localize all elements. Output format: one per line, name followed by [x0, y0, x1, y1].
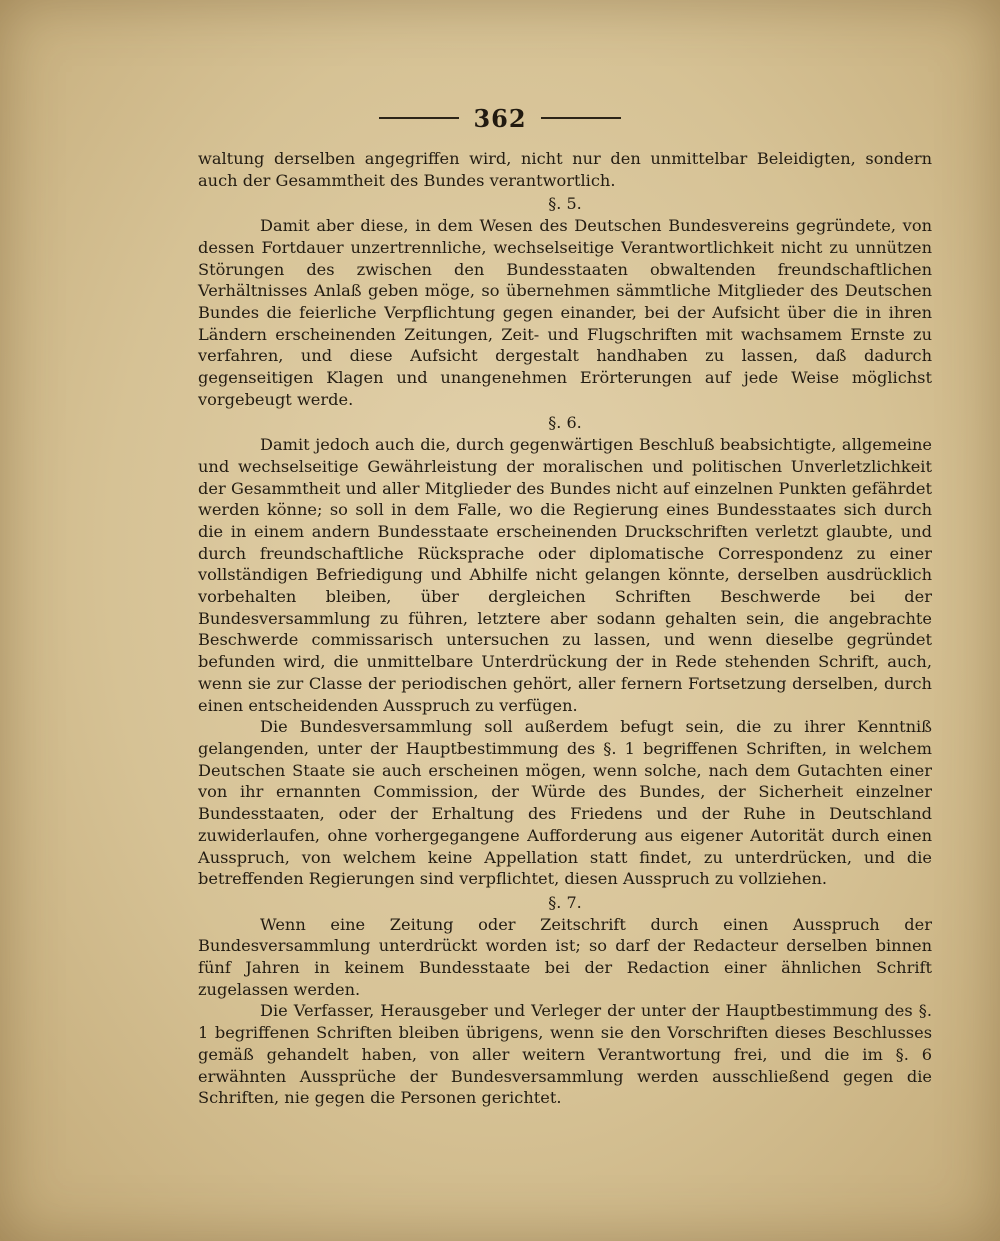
paragraph-section-6-b: Die Bundesversammlung soll außerdem befugt sein, die zu ihrer Kenntniß gelangenden, unter der Hauptbestimmung des §. 1 begriffenen Schriften, in welchem Deutschen Staate sie auch erscheinen mögen, wenn solche, nach dem Gutachten einer von ihr ernannten Commission, der Würde des Bundes, der Sicherheit einzelner Bundesstaaten, oder der Erhaltung des Friedens und der Ruhe in Deutschland zuwiderlaufen, ohne vorhergegangene Aufforderung aus eigener Autorität durch einen Ausspruch, von welchem keine Appellation statt findet, zu unterdrücken, und die betreffenden Regierungen sind verpflichtet, diesen Ausspruch zu vollziehen.	[198, 717, 932, 889]
section-heading-5: §. 5.	[548, 194, 582, 214]
section-heading-6: §. 6.	[548, 413, 582, 433]
page-body	[198, 148, 932, 1109]
paragraph-section-7-a: Wenn eine Zeitung oder Zeitschrift durch einen Ausspruch der Bundesversammlung unterdrückt worden ist; so darf der Redacteur derselben binnen fünf Jahren in keinem Bundesstaate bei der Redaction einer ähnlichen Schrift zugelassen werden.	[198, 914, 932, 999]
paragraph-section-7-b: Die Verfasser, Herausgeber und Verleger der unter der Hauptbestimmung des §. 1 begriffenen Schriften bleiben übrigens, wenn sie den Vorschriften dieses Beschlusses gemäß gehandelt haben, von aller weitern Verantwortung frei, und die im §. 6 erwähnten Aussprüche der Bundesversammlung werden ausschließend gegen die Schriften, nie gegen die Personen gerichtet.	[198, 1001, 932, 1108]
header-rule-left	[379, 117, 459, 119]
page-header	[0, 103, 1000, 133]
page-number: 362	[473, 103, 527, 133]
paragraph-section-6-a: Damit jedoch auch die, durch gegenwärtigen Beschluß beabsichtigte, allgemeine und wechselseitige Gewährleistung der moralischen und politischen Unverletzlichkeit der Gesammtheit und aller Mitglieder des Bundes nicht auf einzelnen Punkten gefährdet werden könne; so soll in dem Falle, wo die Regierung eines Bundesstaates sich durch die in einem andern Bundesstaate erscheinenden Druckschriften verletzt glaubte, und durch freundschaftliche Rücksprache oder diplomatische Correspondenz zu einer vollständigen Befriedigung und Abhilfe nicht gelangen könnte, derselben ausdrücklich vorbehalten bleiben, über dergleichen Schriften Beschwerde bei der Bundesversammlung zu führen, letztere aber sodann gehalten sein, die angebrachte Beschwerde commissarisch untersuchen zu lassen, und wenn dieselbe gegründet befunden wird, die unmittelbare Unterdrückung der in Rede stehenden Schrift, auch, wenn sie zur Classe der periodischen gehört, aller fernern Fortsetzung derselben, durch einen entscheidenden Ausspruch zu verfügen.	[198, 435, 932, 715]
header-rule-right	[541, 117, 621, 119]
paragraph-section-5: Damit aber diese, in dem Wesen des Deutschen Bundesvereins gegründete, von dessen Fortdauer unzertrennliche, wechselseitige Verantwortlichkeit nicht zu unnützen Störungen des zwischen den Bundesstaaten obwaltenden freundschaftlichen Verhältnisses Anlaß geben möge, so übernehmen sämmtliche Mitglieder des Deutschen Bundes die feierliche Verpflichtung gegen einander, bei der Aufsicht über die in ihren Ländern erscheinenden Zeitungen, Zeit- und Flugschriften mit wachsamem Ernste zu verfahren, und diese Aufsicht dergestalt handhaben zu lassen, daß dadurch gegenseitigen Klagen und unangenehmen Erörterungen auf jede Weise möglichst vorgebeugt werde.	[198, 216, 932, 409]
section-heading-7: §. 7.	[548, 892, 582, 912]
paragraph-continuation: waltung derselben angegriffen wird, nicht nur den unmittelbar Beleidigten, sondern auch der Gesammtheit des Bundes verantwortlich.	[198, 149, 932, 190]
